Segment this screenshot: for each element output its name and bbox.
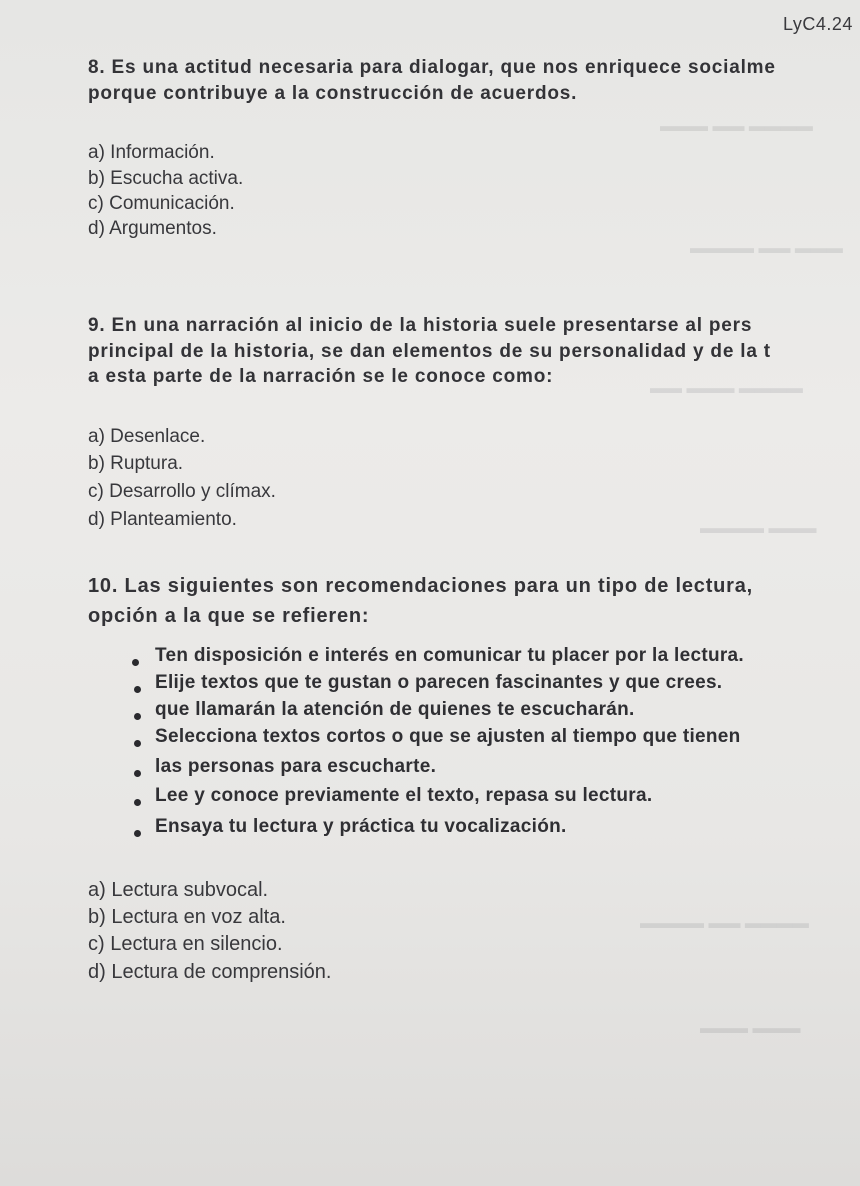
list-item: las personas para escucharte. bbox=[155, 756, 437, 777]
question-8-line-2: porque contribuye a la construcción de acuerdos. bbox=[88, 83, 578, 104]
question-9-line-3: a esta parte de la narración se le conoce como: bbox=[88, 366, 554, 387]
bleed-through-text: ▬▬▬ ▬▬ ▬▬▬▬ bbox=[690, 240, 843, 257]
question-10-line-1: 10. Las siguientes son recomendaciones para un tipo de lectura, bbox=[88, 575, 754, 597]
list-item: Selecciona textos cortos o que se ajusten al tiempo que tienen bbox=[155, 726, 741, 747]
question-8-option-d: d) Argumentos. bbox=[88, 218, 217, 239]
list-item: Elije textos que te gustan o parecen fascinantes y que crees. bbox=[155, 672, 723, 693]
bullet-dot bbox=[134, 799, 141, 806]
question-10-option-c: c) Lectura en silencio. bbox=[88, 933, 283, 955]
bleed-through-text: ▬▬▬▬ ▬▬ ▬▬▬ bbox=[660, 118, 813, 135]
question-9-option-a: a) Desenlace. bbox=[88, 426, 206, 447]
bullet-dot bbox=[134, 830, 141, 837]
question-9-option-d: d) Planteamiento. bbox=[88, 509, 237, 530]
bleed-through-text: ▬▬▬▬ ▬▬ ▬▬▬▬ bbox=[640, 915, 809, 932]
list-item: Ten disposición e interés en comunicar tu placer por la lectura. bbox=[155, 645, 745, 666]
question-8-option-b: b) Escucha activa. bbox=[88, 168, 244, 189]
question-9-option-b: b) Ruptura. bbox=[88, 453, 184, 474]
bullet-dot bbox=[134, 740, 141, 747]
list-item: Lee y conoce previamente el texto, repasa su lectura. bbox=[155, 785, 653, 806]
question-10-option-d: d) Lectura de comprensión. bbox=[88, 961, 332, 983]
question-8-line-1: 8. Es una actitud necesaria para dialogar, que nos enriquece socialme bbox=[88, 57, 776, 78]
question-9-line-2: principal de la historia, se dan elementos de su personalidad y de la t bbox=[88, 341, 771, 362]
question-9-option-c: c) Desarrollo y clímax. bbox=[88, 481, 276, 502]
bullet-dot bbox=[132, 659, 139, 666]
bullet-dot bbox=[134, 713, 141, 720]
bullet-dot bbox=[134, 686, 141, 693]
bleed-through-text: ▬▬▬ ▬▬▬ bbox=[700, 1020, 801, 1037]
bleed-through-text: ▬▬▬ ▬▬▬▬ bbox=[700, 520, 817, 537]
list-item: que llamarán la atención de quienes te escucharán. bbox=[155, 699, 635, 720]
question-10-option-a: a) Lectura subvocal. bbox=[88, 879, 269, 901]
list-item: Ensaya tu lectura y práctica tu vocalización. bbox=[155, 816, 567, 837]
bleed-through-text: ▬▬▬▬ ▬▬▬ ▬▬ bbox=[650, 380, 803, 397]
bullet-dot bbox=[134, 770, 141, 777]
question-8-option-a: a) Información. bbox=[88, 142, 215, 163]
question-10-line-2: opción a la que se refieren: bbox=[88, 605, 370, 627]
question-8-option-c: c) Comunicación. bbox=[88, 193, 235, 214]
page-code: LyC4.24 bbox=[783, 14, 853, 34]
question-10-option-b: b) Lectura en voz alta. bbox=[88, 906, 286, 928]
question-9-line-1: 9. En una narración al inicio de la historia suele presentarse al pers bbox=[88, 315, 753, 336]
